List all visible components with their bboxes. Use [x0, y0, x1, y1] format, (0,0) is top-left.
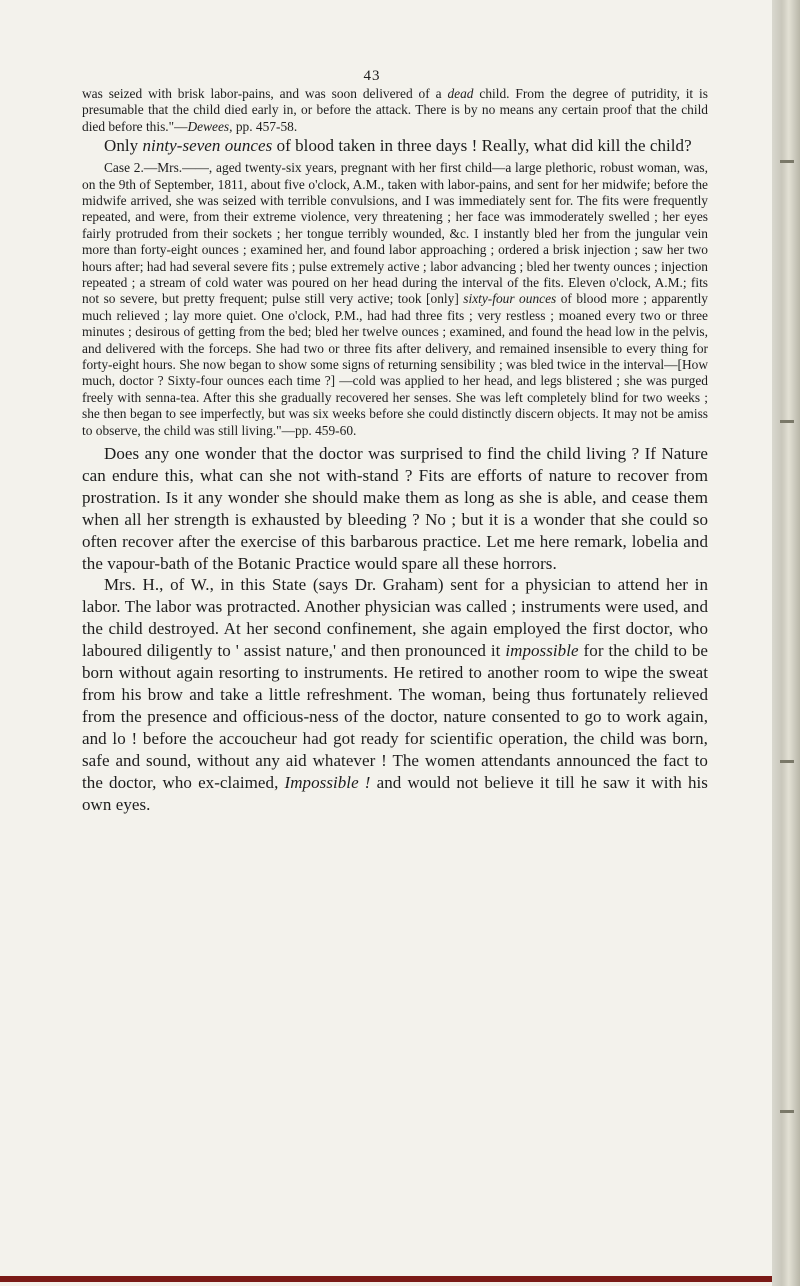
commentary-question	[82, 135, 708, 157]
anecdote-paragraph	[82, 574, 708, 815]
edge-mark	[780, 160, 794, 163]
anecdote-emphasis-2: Impossible !	[284, 772, 371, 792]
edge-mark	[780, 1110, 794, 1113]
case-1-text-end: child. From the degree of putridity, it is presumable that the child died early in, or before the attack. There is by no means any certain proof that the child died before this."—	[82, 86, 708, 134]
anecdote-emphasis-1: impossible	[505, 641, 579, 661]
question-emphasis: ninty-seven ounces	[142, 136, 273, 156]
case-2-text-end: of blood more ; apparently much relieved ; lay more quiet. One o'clock, P.M., had had three fits ; very restless ; moaned every two or three minutes ; desirous of getting from the bed; bled her twelve ounces ; examined, and found the head low in the pelvis, and delivered with the forceps. She had two or three fits after delivery, and remained insensible to every thing for forty-eight hours. She now began to show some signs of returning sensibility ; was bled twice in the interval—[How much, doctor ? Sixty-four ounces each time ?] —cold was applied to her head, and legs blistered ; she was purged freely with senna-tea. After this she gradually recovered her senses. She was left completely blind for two weeks ; she then began to see imperfectly, but was six weeks before she could distinctly discern objects. It may not be amiss to observe, the child was still living."—pp. 459-60.	[82, 291, 709, 438]
edge-mark	[780, 760, 794, 763]
citation-author: Dewees,	[187, 118, 233, 134]
page-content	[82, 86, 708, 815]
case-2-text: Case 2.—Mrs.——, aged twenty-six years, pregnant with her first child—a large plethoric, robust woman, was, on the 9th of September, 1811, about five o'clock, A.M., taken with labor-pains, and sent for her midwife; before the midwife arrived, she was seized with terrible convulsions, and I was immediately sent for. The fits were frequently repeated, and were, from their extreme violence, very threatening ; her face was immoderately swelled ; her eyes fairly protruded from their sockets ; her tongue terribly wounded, &c. I instantly bled her from the jungular vein more than forty-eight ounces ; examined her, and found labor approaching ; ordered a brisk injection ; saw her two hours after; had had several severe fits ; pulse extremely active ; labor advancing ; bled her twenty ounces ; injection repeated ; a stream of cold water was poured on her head during the interval of the fits. Eleven o'clock, A.M.; fits not so severe, but pretty frequent; pulse still very active; took [only]	[82, 160, 708, 307]
page-number: 43	[363, 68, 381, 84]
case-1-conclusion	[82, 86, 708, 135]
commentary-paragraph: Does any one wonder that the doctor was surprised to find the child living ? If Nature can endure this, what can she not with-stand ? Fits are efforts of nature to recover from prostration. Is it any wonder she should make them as long as she is able, and cease them when all her strength is exhausted by bleeding ? No ; but it is a wonder that she could so often recover after the exercise of this barbarous practice. Let me here remark, lobelia and the vapour-bath of the Botanic Practice would spare all these horrors.	[82, 444, 708, 573]
edge-mark	[780, 420, 794, 423]
question-text: Only	[104, 136, 143, 156]
citation-pages: pp. 457-58.	[232, 118, 298, 134]
anecdote-text-middle: for the child to be born without again resorting to instruments. He retired to another room to wipe the sweat from his brow and take a little refreshment. The woman, being thus fortunately relieved from the presence and officious-ness of the doctor, nature consented to go to work again, and lo ! before the accoucheur had got ready for scientific operation, the child was born, safe and sound, without any aid whatever ! The women attendants announced the fact to the doctor, who ex-claimed,	[82, 641, 708, 792]
book-page-edge	[772, 0, 800, 1286]
case-1-text: was seized with brisk labor-pains, and was soon delivered of a	[82, 86, 448, 101]
case-1-emphasis: dead	[447, 86, 474, 101]
case-2-emphasis: sixty-four ounces	[463, 291, 557, 307]
question-text-end: of blood taken in three days ! Really, what did kill the child?	[272, 136, 692, 156]
anecdote-text-end: and would not believe it till he saw it with his own eyes.	[82, 772, 708, 814]
case-2-quote	[82, 160, 708, 439]
anecdote-text: Mrs. H., of W., in this State (says Dr. Graham) sent for a physician to attend her in labor. The labor was protracted. Another physician was called ; instruments were used, and the child destroyed. At her second confinement, she again employed the first doctor, who laboured diligently to ' assist nature,' and then pronounced it	[82, 575, 708, 661]
bottom-edge-rule	[0, 1276, 772, 1282]
